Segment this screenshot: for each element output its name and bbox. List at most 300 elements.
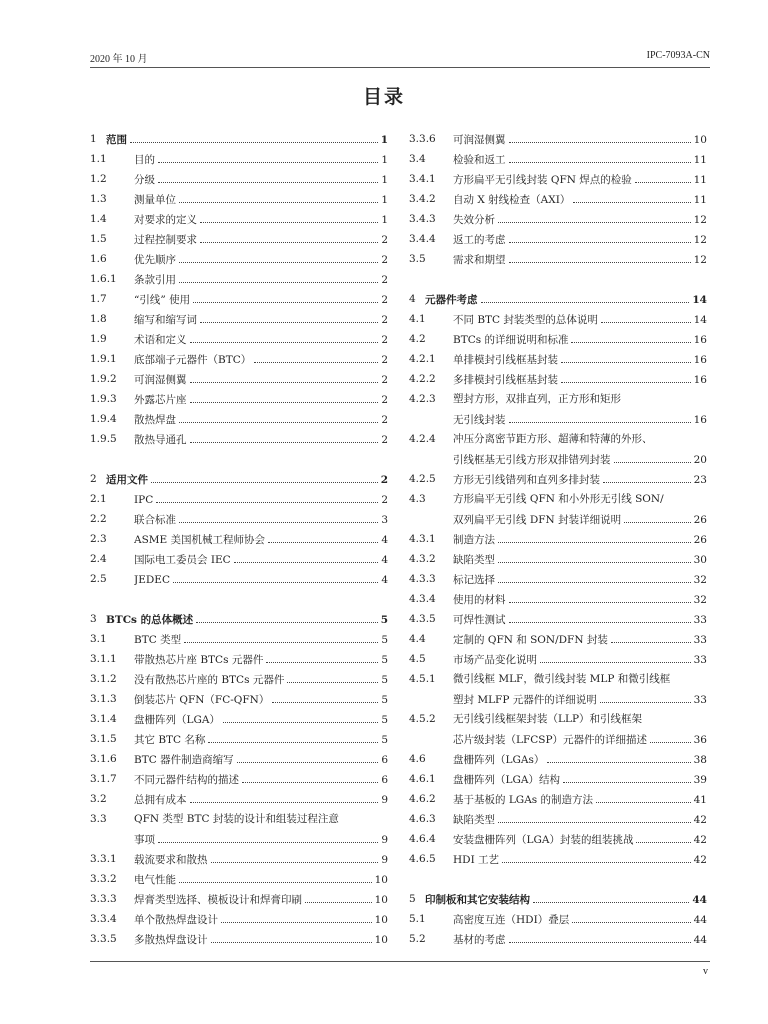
toc-entry-page: 14: [693, 314, 707, 326]
toc-entry-label: 散热导通孔: [134, 434, 187, 446]
toc-entry-number: 3.1.7: [90, 773, 117, 785]
toc-entry-label: 盘栅阵列（LGA）: [134, 714, 220, 726]
toc-entry-label: 联合标准: [134, 514, 176, 526]
toc-entry-page: 44: [692, 894, 707, 906]
toc-entry-text: [453, 489, 707, 509]
toc-entry-number: 4.3.3: [409, 573, 436, 585]
toc-entry-number: 4.3.4: [409, 593, 436, 605]
toc-entry-number: 2.2: [90, 513, 107, 525]
toc-entry-text: [453, 569, 707, 590]
toc-entry-label: 测量单位: [134, 194, 176, 206]
toc-entry-label: 散热焊盘: [134, 414, 176, 426]
toc-entry[interactable]: [90, 229, 388, 249]
dot-leader: [601, 309, 691, 323]
dot-leader: [158, 169, 378, 183]
toc-entry[interactable]: [409, 249, 707, 269]
toc-section-heading[interactable]: [409, 289, 707, 309]
toc-entry-label: 可润湿侧翼: [134, 374, 187, 386]
toc-entry-label: BTC 器件制造商缩写: [134, 754, 234, 766]
toc-entry-page: 2: [381, 414, 388, 426]
toc-entry-number: 4.3.5: [409, 613, 436, 625]
toc-entry[interactable]: [409, 189, 707, 209]
toc-entry-label: 多排模封引线框基封装: [453, 374, 558, 386]
toc-entry-page: 10: [374, 894, 388, 906]
toc-entry[interactable]: [409, 789, 707, 809]
toc-entry-text: [425, 289, 707, 310]
toc-entry[interactable]: [90, 689, 388, 709]
toc-entry-page: 2: [381, 234, 388, 246]
toc-entry-text: [453, 389, 707, 409]
dot-leader: [200, 229, 378, 243]
dot-leader: [242, 769, 378, 783]
toc-entry[interactable]: [90, 389, 388, 409]
toc-entry-number: 3.4.1: [409, 173, 436, 185]
toc-entry[interactable]: [409, 549, 707, 569]
toc-entry[interactable]: [90, 429, 388, 449]
toc-entry-number: 1.9: [90, 333, 107, 345]
toc-entry[interactable]: [409, 509, 707, 529]
dot-leader: [533, 889, 689, 903]
dot-leader: [237, 749, 379, 763]
dot-leader: [151, 469, 378, 483]
toc-entry[interactable]: [409, 769, 707, 789]
toc-entry-text: [134, 409, 388, 430]
toc-entry-number: 3.1.1: [90, 653, 117, 665]
toc-column-left: [90, 129, 388, 949]
toc-entry-number: 3.2: [90, 793, 107, 805]
toc-entry-page: 42: [693, 834, 707, 846]
toc-entry-number: 2: [90, 473, 97, 485]
toc-entry-number: 4.1: [409, 313, 426, 325]
toc-entry-page: 10: [374, 934, 388, 946]
dot-leader: [509, 589, 691, 603]
toc-entry[interactable]: [90, 549, 388, 569]
toc-entry[interactable]: [409, 709, 707, 729]
toc-entry-number: 5: [409, 893, 416, 905]
dot-leader: [266, 649, 378, 663]
toc-entry-page: 39: [693, 774, 707, 786]
toc-entry-text: [453, 449, 707, 470]
toc-entry[interactable]: [90, 409, 388, 429]
toc-entry-label: 可润湿侧翼: [453, 134, 506, 146]
toc-entry[interactable]: [90, 169, 388, 189]
dot-leader: [268, 529, 378, 543]
toc-entry[interactable]: [409, 829, 707, 849]
toc-entry-label: 微引线框 MLF，微引线封装 MLP 和微引线框: [453, 673, 671, 685]
toc-entry[interactable]: [409, 569, 707, 589]
toc-entry[interactable]: [90, 489, 388, 509]
toc-entry[interactable]: [90, 369, 388, 389]
toc-entry-label: HDI 工艺: [453, 854, 500, 866]
toc-entry-text: [134, 829, 388, 850]
toc-entry-number: 4.6.2: [409, 793, 436, 805]
toc-entry-page: 2: [381, 274, 388, 286]
dot-leader: [211, 929, 372, 943]
dot-leader: [179, 509, 378, 523]
toc-entry-label: 底部端子元器件（BTC）: [134, 354, 252, 366]
toc-entry-label: 无引线封装: [453, 414, 506, 426]
toc-entry-text: [453, 769, 707, 790]
toc-entry-page: 4: [381, 574, 388, 586]
toc-entry-page: 16: [693, 414, 707, 426]
toc-entry[interactable]: [90, 769, 388, 789]
toc-entry-label: 双列扁平无引线 DFN 封装详细说明: [453, 514, 622, 526]
toc-entry[interactable]: [409, 649, 707, 669]
toc-entry-number: 3.3.6: [409, 133, 436, 145]
toc-entry[interactable]: [90, 289, 388, 309]
dot-leader: [561, 349, 691, 363]
toc-section-heading[interactable]: [90, 609, 388, 629]
toc-entry-number: 4: [409, 293, 416, 305]
dot-leader: [481, 289, 690, 303]
toc-entry-number: 1.4: [90, 213, 107, 225]
toc-entry-page: 4: [381, 534, 388, 546]
toc-entry[interactable]: [90, 529, 388, 549]
toc-entry-number: 3.1: [90, 633, 107, 645]
toc-entry[interactable]: [409, 349, 707, 369]
toc-entry-page: 11: [693, 194, 707, 206]
toc-entry-page: 1: [381, 174, 388, 186]
toc-entry[interactable]: [90, 249, 388, 269]
toc-entry[interactable]: [90, 709, 388, 729]
toc-entry[interactable]: [409, 729, 707, 749]
toc-entry-text: [134, 909, 388, 930]
toc-entry-number: 1.9.2: [90, 373, 117, 385]
toc-entry[interactable]: [409, 209, 707, 229]
toc-entry-label: 盘栅阵列（LGAs）: [453, 754, 545, 766]
toc-entry[interactable]: [90, 829, 388, 849]
toc-entry[interactable]: [409, 369, 707, 389]
toc-entry[interactable]: [409, 329, 707, 349]
toc-entry-text: [134, 269, 388, 290]
toc-entry-number: 2.4: [90, 553, 107, 565]
toc-entry-page: 9: [381, 834, 388, 846]
toc-entry-label: 带散热芯片座 BTCs 元器件: [134, 654, 264, 666]
dot-leader: [179, 189, 378, 203]
toc-entry-page: 41: [693, 794, 707, 806]
toc-entry-page: 2: [381, 394, 388, 406]
toc-entry-page: 30: [693, 554, 707, 566]
toc-entry-label: 外露芯片座: [134, 394, 187, 406]
toc-entry-page: 2: [381, 254, 388, 266]
toc-entry[interactable]: [90, 349, 388, 369]
toc-entry-text: [106, 469, 388, 490]
toc-entry-label: 无引线引线框架封装（LLP）和引线框架: [453, 713, 643, 725]
toc-entry-number: 4.2: [409, 333, 426, 345]
toc-entry[interactable]: [409, 669, 707, 689]
toc-entry-label: 标记选择: [453, 574, 495, 586]
toc-entry-page: 5: [381, 694, 388, 706]
toc-entry[interactable]: [90, 189, 388, 209]
toc-spacer: [90, 449, 388, 469]
dot-leader: [305, 889, 372, 903]
toc-entry[interactable]: [90, 869, 388, 889]
toc-entry-number: 1.2: [90, 173, 107, 185]
toc-entry-text: [134, 689, 388, 710]
toc-entry-text: [134, 669, 388, 690]
toc-entry-number: 4.5: [409, 653, 426, 665]
toc-entry-page: 5: [381, 734, 388, 746]
dot-leader: [184, 629, 378, 643]
toc-entry-number: 2.1: [90, 493, 107, 505]
dot-leader: [509, 409, 691, 423]
toc-entry-label: 对要求的定义: [134, 214, 197, 226]
toc-entry-page: 33: [693, 634, 707, 646]
toc-entry-text: [134, 749, 388, 770]
toc-entry-page: 11: [693, 154, 707, 166]
toc-entry-page: 2: [381, 334, 388, 346]
dot-leader: [547, 749, 690, 763]
dot-leader: [190, 329, 379, 343]
toc-entry-text: [134, 309, 388, 330]
toc-entry-text: [453, 929, 707, 950]
toc-entry-label: JEDEC: [134, 574, 170, 586]
toc-entry-label: 倒装芯片 QFN（FC-QFN）: [134, 694, 270, 706]
toc-entry-page: 26: [693, 514, 707, 526]
dot-leader: [208, 729, 378, 743]
toc-entry-number: 3: [90, 613, 97, 625]
toc-entry-page: 11: [693, 174, 707, 186]
toc-entry[interactable]: [90, 849, 388, 869]
toc-entry-text: [453, 809, 707, 830]
toc-entry[interactable]: [409, 229, 707, 249]
toc-entry-text: [453, 229, 707, 250]
toc-entry[interactable]: [409, 169, 707, 189]
toc-entry-text: [134, 849, 388, 870]
toc-entry-text: [453, 629, 707, 650]
dot-leader: [603, 469, 691, 483]
page-number: v: [703, 966, 708, 977]
toc-entry[interactable]: [409, 589, 707, 609]
dot-leader: [650, 729, 691, 743]
toc-entry[interactable]: [90, 749, 388, 769]
dot-leader: [636, 829, 690, 843]
toc-entry-label: 可焊性测试: [453, 614, 506, 626]
toc-entry-number: 1.9.5: [90, 433, 117, 445]
toc-entry-number: 4.6.5: [409, 853, 436, 865]
dot-leader: [200, 309, 378, 323]
toc-entry[interactable]: [409, 809, 707, 829]
toc-entry[interactable]: [409, 909, 707, 929]
toc-entry-number: 4.6.4: [409, 833, 436, 845]
toc-entry[interactable]: [90, 649, 388, 669]
toc-entry-label: 其它 BTC 名称: [134, 734, 206, 746]
toc-entry-page: 42: [693, 814, 707, 826]
toc-entry-page: 12: [693, 234, 707, 246]
toc-entry-label: 塑封方形，双排直列，正方形和矩形: [453, 393, 621, 405]
toc-entry-label: 方形扁平无引线 QFN 和小外形无引线 SON/: [453, 493, 664, 505]
dot-leader: [211, 849, 379, 863]
toc-entry-number: 4.2.4: [409, 433, 436, 445]
toc-entry-text: [453, 549, 707, 570]
dot-leader: [287, 669, 378, 683]
toc-entry-label: 缺陷类型: [453, 554, 495, 566]
toc-entry-label: 缩写和缩写词: [134, 314, 197, 326]
toc-entry[interactable]: [409, 629, 707, 649]
toc-entry-page: 5: [381, 714, 388, 726]
toc-entry[interactable]: [90, 309, 388, 329]
toc-entry-page: 26: [693, 534, 707, 546]
toc-entry-number: 3.3: [90, 813, 107, 825]
toc-entry-text: [134, 789, 388, 810]
toc-entry-number: 3.3.1: [90, 853, 117, 865]
toc-entry[interactable]: [90, 809, 388, 829]
toc-entry-text: [453, 189, 707, 210]
toc-entry[interactable]: [409, 309, 707, 329]
toc-entry-number: 4.5.1: [409, 673, 436, 685]
toc-entry-text: [453, 329, 707, 350]
toc-entry-page: 6: [381, 754, 388, 766]
toc-entry-label: 使用的材料: [453, 594, 506, 606]
toc-entry-text: [453, 709, 707, 729]
toc-entry-text: [453, 249, 707, 270]
toc-entry-label: 载流要求和散热: [134, 854, 208, 866]
toc-entry-text: [134, 289, 388, 310]
toc-entry-page: 9: [381, 854, 388, 866]
toc-entry-page: 5: [381, 634, 388, 646]
toc-entry[interactable]: [90, 569, 388, 589]
toc-entry-page: 5: [381, 654, 388, 666]
toc-entry-text: [453, 849, 707, 870]
dot-leader: [561, 369, 691, 383]
dot-leader: [563, 769, 691, 783]
toc-entry-label: 单排模封引线框基封装: [453, 354, 558, 366]
toc-entry-page: 1: [381, 154, 388, 166]
toc-entry[interactable]: [409, 929, 707, 949]
toc-entry[interactable]: [90, 889, 388, 909]
toc-entry-page: 44: [693, 934, 707, 946]
dot-leader: [498, 529, 691, 543]
toc-entry-number: 3.3.5: [90, 933, 117, 945]
toc-entry[interactable]: [409, 689, 707, 709]
toc-entry[interactable]: [90, 789, 388, 809]
toc-entry-number: 3.1.5: [90, 733, 117, 745]
toc-entry-text: [134, 889, 388, 910]
toc-entry-page: 10: [374, 874, 388, 886]
header-rule: [90, 67, 710, 68]
dot-leader: [509, 609, 691, 623]
toc-entry-label: 基材的考虑: [453, 934, 506, 946]
toc-entry-page: 32: [693, 594, 707, 606]
toc-entry[interactable]: [90, 209, 388, 229]
toc-section-heading[interactable]: [90, 129, 388, 149]
toc-entry[interactable]: [90, 329, 388, 349]
toc-entry-label: “引线” 使用: [134, 294, 191, 306]
toc-entry[interactable]: [90, 929, 388, 949]
toc-entry[interactable]: [409, 749, 707, 769]
toc-entry[interactable]: [409, 469, 707, 489]
toc-entry-number: 1.8: [90, 313, 107, 325]
dot-leader: [179, 869, 372, 883]
dot-leader: [234, 549, 379, 563]
toc-entry-number: 4.4: [409, 633, 426, 645]
toc-entry[interactable]: [90, 149, 388, 169]
toc-entry-text: [453, 209, 707, 230]
toc-entry[interactable]: [90, 509, 388, 529]
toc-entry[interactable]: [409, 429, 707, 449]
toc-entry-text: [453, 829, 707, 850]
toc-entry-text: [453, 649, 707, 670]
dot-leader: [190, 389, 379, 403]
toc-entry-label: 冲压分离密节距方形、超薄和特薄的外形、: [453, 433, 653, 445]
toc-entry-label: 检验和返工: [453, 154, 506, 166]
toc-section-heading[interactable]: [409, 889, 707, 909]
toc-entry-page: 38: [693, 754, 707, 766]
toc-entry-label: 元器件考虑: [425, 294, 478, 306]
dot-leader: [635, 169, 691, 183]
dot-leader: [158, 149, 378, 163]
toc-entry[interactable]: [409, 489, 707, 509]
dot-leader: [498, 209, 691, 223]
toc-entry[interactable]: [90, 269, 388, 289]
toc-section-heading[interactable]: [90, 469, 388, 489]
toc-entry-label: 没有散热芯片座的 BTCs 元器件: [134, 674, 285, 686]
toc-entry-text: [134, 709, 388, 730]
toc-entry-number: 4.5.2: [409, 713, 436, 725]
toc-entry-label: 目的: [134, 154, 155, 166]
toc-entry[interactable]: [409, 149, 707, 169]
toc-entry[interactable]: [409, 389, 707, 409]
toc-entry[interactable]: [409, 609, 707, 629]
toc-entry[interactable]: [409, 449, 707, 469]
toc-entry-label: 方形扁平无引线封装 QFN 焊点的检验: [453, 174, 632, 186]
toc-entry-number: 5.1: [409, 913, 426, 925]
toc-entry-text: [106, 609, 388, 630]
dot-leader: [611, 629, 691, 643]
toc-entry-text: [453, 669, 707, 689]
toc-entry-text: [453, 749, 707, 770]
toc-entry[interactable]: [409, 409, 707, 429]
toc-entry-text: [134, 169, 388, 190]
toc-entry-label: 市场产品变化说明: [453, 654, 537, 666]
toc-entry-number: 4.2.2: [409, 373, 436, 385]
toc-entry-number: 3.4.2: [409, 193, 436, 205]
toc-entry[interactable]: [90, 669, 388, 689]
toc-entry-text: [134, 209, 388, 230]
toc-entry-number: 4.2.5: [409, 473, 436, 485]
toc-entry[interactable]: [409, 129, 707, 149]
toc-entry-label: 基于基板的 LGAs 的制造方法: [453, 794, 594, 806]
toc-entry-number: 3.1.2: [90, 673, 117, 685]
toc-entry-number: 4.6.1: [409, 773, 436, 785]
toc-entry[interactable]: [90, 629, 388, 649]
toc-entry[interactable]: [90, 729, 388, 749]
toc-entry[interactable]: [409, 849, 707, 869]
dot-leader: [509, 249, 691, 263]
toc-entry-page: 32: [693, 574, 707, 586]
toc-entry-label: 塑封 MLFP 元器件的详细说明: [453, 694, 597, 706]
dot-leader: [179, 269, 378, 283]
dot-leader: [158, 829, 378, 843]
toc-entry-text: [453, 309, 707, 330]
toc-entry[interactable]: [90, 909, 388, 929]
toc-entry-label: 单个散热焊盘设计: [134, 914, 218, 926]
toc-entry-label: 返工的考虑: [453, 234, 506, 246]
toc-entry-page: 4: [381, 554, 388, 566]
toc-entry-text: [453, 129, 707, 150]
toc-entry-label: 过程控制要求: [134, 234, 197, 246]
toc-entry-number: 1.3: [90, 193, 107, 205]
toc-entry-label: 事项: [134, 834, 155, 846]
dot-leader: [190, 789, 379, 803]
toc-entry-page: 5: [381, 674, 388, 686]
toc-entry[interactable]: [409, 529, 707, 549]
toc-entry-text: [134, 769, 388, 790]
toc-entry-label: 印制板和其它安装结构: [425, 894, 530, 906]
toc-entry-text: [453, 729, 707, 750]
toc-entry-text: [106, 129, 388, 150]
toc-entry-text: [134, 649, 388, 670]
